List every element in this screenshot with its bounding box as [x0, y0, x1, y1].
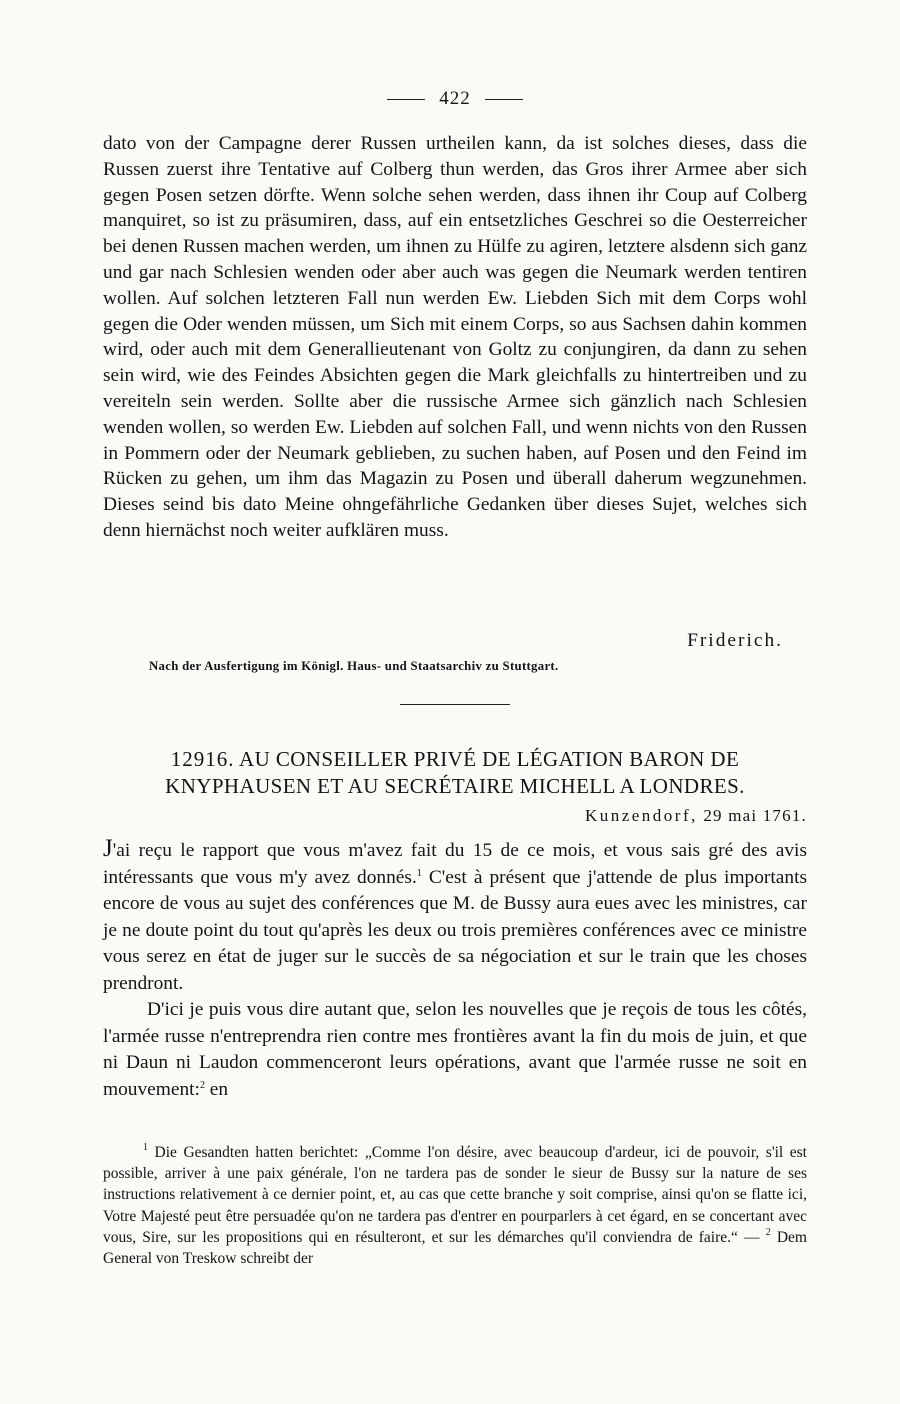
- german-letter-body: [103, 131, 807, 544]
- french-paragraph-1: [103, 836, 807, 997]
- header-rule-right: [485, 99, 523, 100]
- letter-heading-line-1: [103, 746, 807, 773]
- footnote-2-text: Dem General von Treskow schreibt der: [103, 1228, 807, 1268]
- french-paragraph-2: [103, 997, 807, 1103]
- initial-letter: J: [103, 835, 113, 862]
- page-header: [103, 88, 807, 110]
- footnote-ref-2: 2: [199, 1079, 205, 1091]
- letter-heading: [103, 746, 807, 800]
- footnote: [103, 1142, 807, 1269]
- german-letter-paragraph: dato von der Campagne derer Russen urtheilen kann, da ist solches dieses, dass die Russen zuerst ihre Tentative auf Colberg thun werden, das Gros ihrer Armee aber sich gegen Posen setzen dörfte. Wenn solche sehen werden, dass ihnen ihr Coup auf Colberg manquiret, so ist zu präsumiren, dass, auf ein entsetzliches Geschrei so die Oesterreicher bei denen Russen machen werden, um ihnen zu Hülfe zu agiren, letztere alsdenn sich ganz und gar nach Schlesien wenden oder aber auch was gegen die Neumark werden tentiren wollen. Auf solchen letzteren Fall nun werden Ew. Liebden Sich mit dem Corps wohl gegen die Oder wenden müssen, um Sich mit einem Corps, so aus Sachsen dahin kommen wird, oder auch mit dem Generallieutenant von Goltz zu conjungiren, da dann zu sehen sein wird, wie des Feindes Absichten gegen die Mark gleichfalls zu hintertreiben und zu vereiteln sein werden. Sollte aber die russische Armee sich gänzlich nach Schlesien wenden wollen, so werden Ew. Liebden auf solchen Fall, und wenn nichts von den Russen in Pommern oder der Neumark geblieben, zu suchen haben, auf Posen und den Feind im Rücken zu gehen, um ihm das Magazin zu Posen und überall daherum wegzunehmen. Dieses seind bis dato Meine ohngefährliche Gedanken über dieses Sujet, welches sich denn hiernächst noch weiter aufklären muss.: [103, 133, 807, 541]
- page-number: 422: [439, 88, 471, 109]
- archive-note: Nach der Ausfertigung im Königl. Haus- und Staatsarchiv zu Stuttgart.: [149, 659, 559, 673]
- french-letter-body: [103, 836, 807, 1103]
- dateline: [585, 806, 807, 826]
- letter-title-line-1: AU CONSEILLER PRIVÉ DE LÉGATION BARON DE: [239, 747, 740, 771]
- footnotes: [103, 1142, 807, 1269]
- header-rule-left: [387, 99, 425, 100]
- signature: Friderich.: [687, 630, 783, 651]
- section-separator: [400, 704, 510, 705]
- paragraph-text: C'est à présent que j'attende de plus importants encore de vous au sujet des conférences que M. de Bussy aura eues avec les ministres, car je ne doute point du tout qu'après les deux ou trois premières conférences avec ce ministre vous serez en état de juger sur le succès de sa négociation et sur le train que les choses prendront.: [103, 866, 807, 994]
- paragraph-text: en: [204, 1078, 229, 1100]
- letter-date: 29 mai 1761.: [703, 806, 807, 825]
- letter-place: Kunzendorf,: [584, 806, 698, 825]
- footnote-ref-1: 1: [416, 867, 422, 879]
- letter-number: 12916.: [170, 747, 235, 771]
- footnote-mark-2: 2: [765, 1226, 771, 1238]
- footnote-1-text: Die Gesandten hatten berichtet: „Comme l'on désire, avec beaucoup d'ardeur, ici de pouvoir, s'il est possible, arriver à une paix générale, l'on ne tardera pas de sonder le sieur de Bussy sur la nature de ses instructions relativement à ce dernier point, et, au cas que cette branche y soit comprise, ainsi qu'on se flatte ici, Votre Majesté peut être persuadée qu'on ne tardera pas d'entrer en pourparlers à cet égard, en se concertant avec vous, Sire, sur les propositions qui en résulteront, et sur les démarches qu'il conviendra de faire.“ —: [103, 1144, 807, 1246]
- footnote-mark-1: 1: [143, 1142, 148, 1153]
- letter-title-line-2: KNYPHAUSEN ET AU SECRÉTAIRE MICHELL A LONDRES.: [165, 774, 745, 798]
- paragraph-text: D'ici je puis vous dire autant que, selon les nouvelles que je reçois de tous les côtés, l'armée russe n'entreprendra rien contre mes frontières avant la fin du mois de juin, et que ni Daun ni Laudon commenceront leurs opérations, avant que l'armée russe ne soit en mouvement:: [103, 999, 807, 1100]
- paragraph-text: 'ai reçu le rapport que vous m'avez fait du 15 de ce mois, et vous sais gré des avis intéressants que vous m'y avez donnés.: [103, 840, 807, 888]
